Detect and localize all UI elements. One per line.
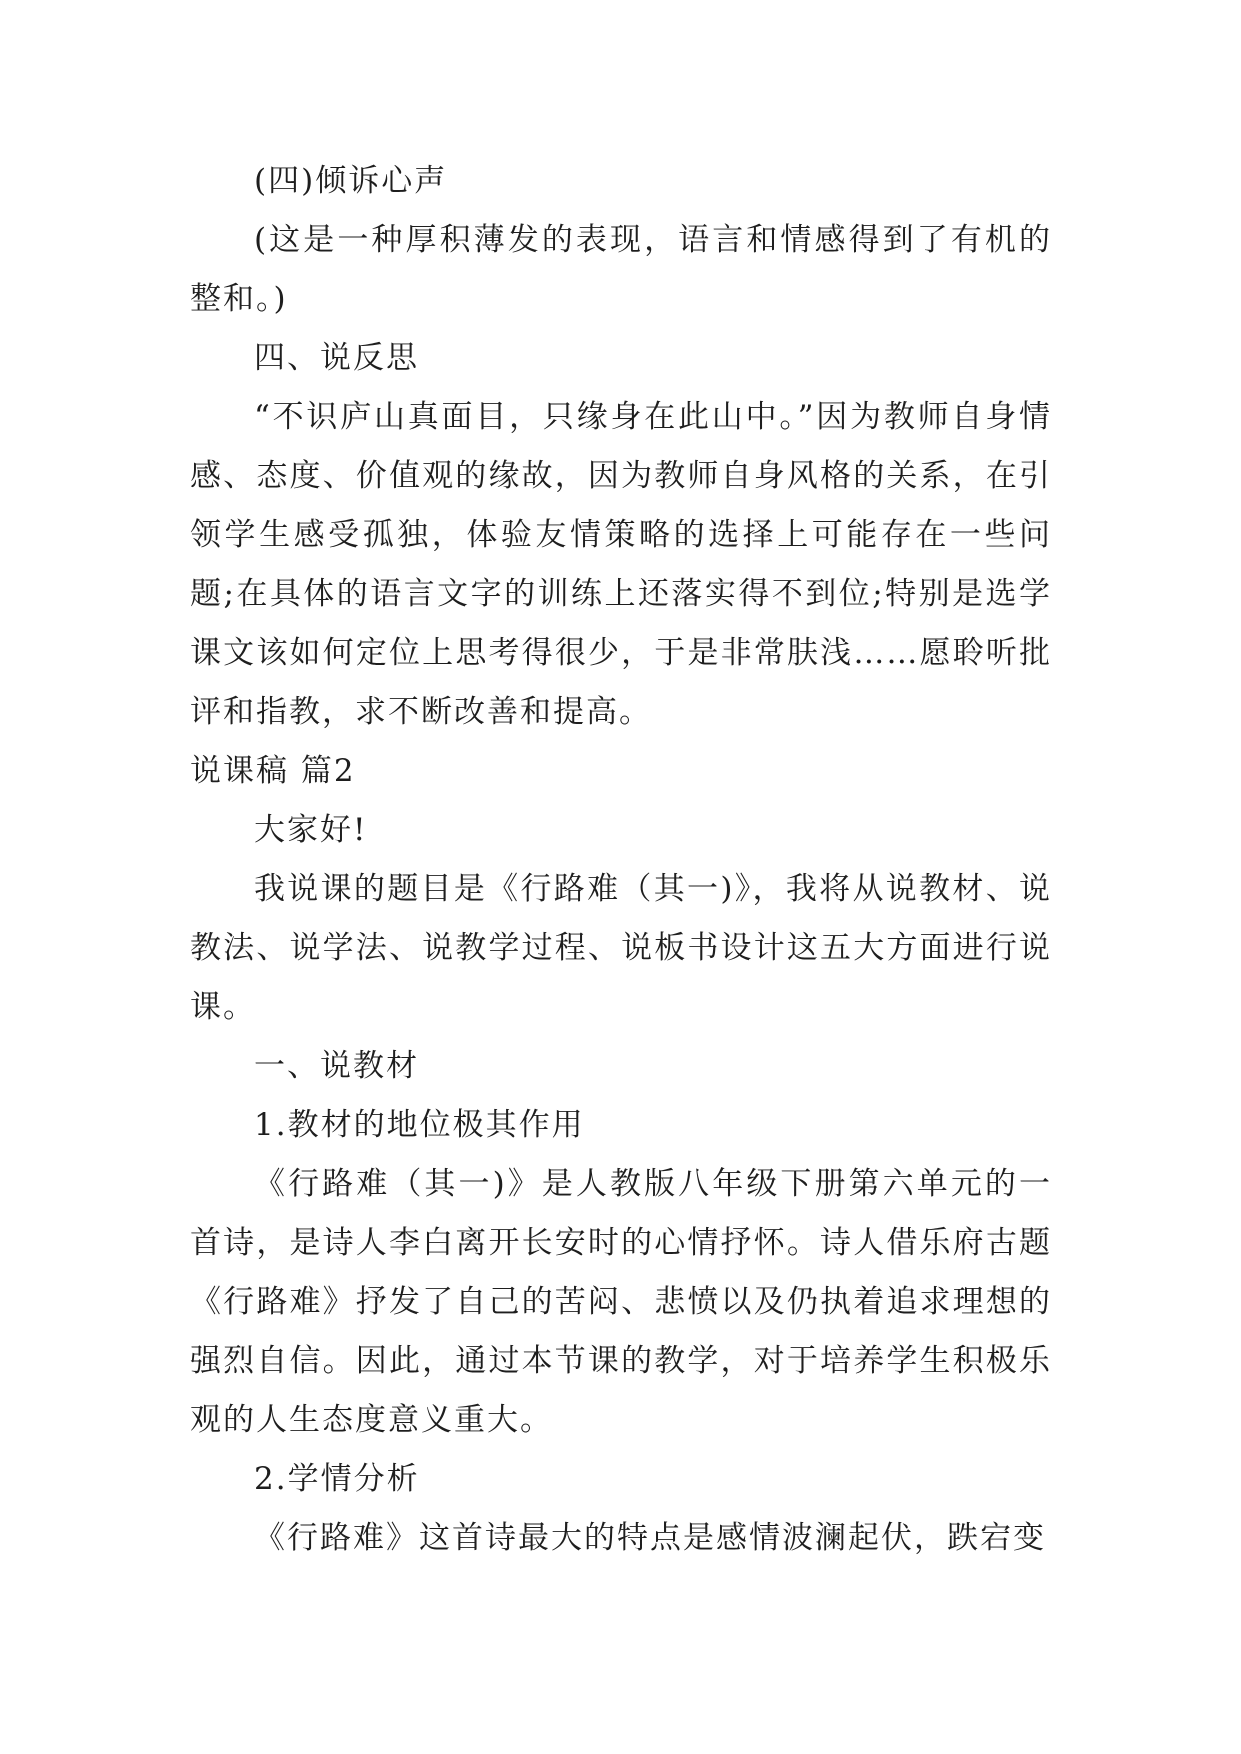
subsection-heading: (四)倾诉心声 (254, 163, 448, 199)
paragraph: (这是一种厚积薄发的表现，语言和情感得到了有机的整和。) (190, 222, 1052, 317)
section-heading: 四、说反思 (254, 340, 419, 376)
greeting: 大家好! (254, 812, 368, 848)
paragraph: 我说课的题目是《行路难（其一)》，我将从说教材、说教法、说学法、说教学过程、说板书设计这五大方面进行说课。 (190, 871, 1052, 1025)
subsection-heading: 2.学情分析 (254, 1461, 420, 1497)
document-body (190, 152, 1052, 1568)
article-title: 说课稿 篇2 (190, 753, 356, 789)
section-heading: 一、说教材 (254, 1048, 419, 1084)
paragraph: “不识庐山真面目，只缘身在此山中。”因为教师自身情感、态度、价值观的缘故，因为教师自身风格的关系，在引领学生感受孤独，体验友情策略的选择上可能存在一些问题;在具体的语言文字的训练上还落实得不到位;特别是选学课文该如何定位上思考得很少，于是非常肤浅……愿聆听批评和指教，求不断改善和提高。 (190, 399, 1052, 730)
paragraph: 《行路难（其一)》是人教版八年级下册第六单元的一首诗，是诗人李白离开长安时的心情抒怀。诗人借乐府古题《行路难》抒发了自己的苦闷、悲愤以及仍执着追求理想的强烈自信。因此，通过本节课的教学，对于培养学生积极乐观的人生态度意义重大。 (190, 1166, 1052, 1438)
paragraph: 《行路难》这首诗最大的特点是感情波澜起伏，跌宕变 (254, 1520, 1046, 1556)
subsection-heading: 1.教材的地位极其作用 (254, 1107, 585, 1143)
